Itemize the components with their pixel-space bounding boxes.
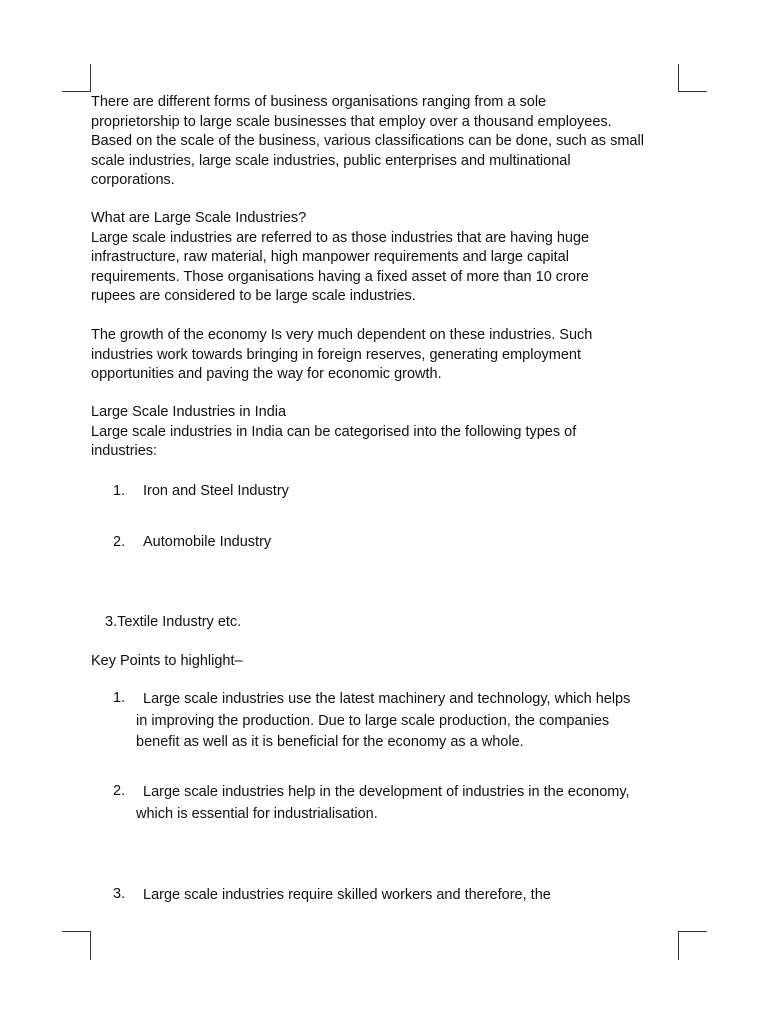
key-point-line: Large scale industries require skilled workers and therefore, the [143, 887, 551, 903]
key-point-text [136, 782, 676, 825]
crop-mark-top-left [62, 64, 91, 92]
key-points-heading: Key Points to highlight– [91, 653, 243, 669]
intro-line: proprietorship to large scale businesses that employ over a thousand employees. [91, 113, 612, 130]
definition-line: rupees are considered to be large scale industries. [91, 288, 416, 304]
definition-heading: What are Large Scale Industries? [91, 210, 307, 226]
india-section [91, 403, 681, 462]
list-number: 3. [113, 886, 126, 902]
key-point-text [136, 689, 676, 754]
key-point-text [136, 885, 676, 907]
growth-line: The growth of the economy Is very much dependent on these industries. Such [91, 327, 593, 343]
crop-mark-top-right [678, 64, 707, 92]
intro-paragraph [91, 93, 681, 191]
growth-line: opportunities and paving the way for economic growth. [91, 366, 442, 382]
key-point-line: in improving the production. Due to large scale production, the companies [136, 712, 610, 729]
crop-mark-bottom-right [678, 931, 707, 960]
list-text: Iron and Steel Industry [143, 483, 289, 499]
definition-section [91, 209, 681, 307]
list-text: Automobile Industry [143, 534, 272, 550]
growth-line: industries work towards bringing in foreign reserves, generating employment [91, 346, 582, 363]
list-number: 2. [113, 534, 126, 550]
intro-line: There are different forms of business organisations ranging from a sole [91, 94, 547, 110]
definition-line: Large scale industries are referred to as those industries that are having huge [91, 229, 590, 246]
list-number: 2. [113, 783, 126, 799]
crop-mark-bottom-left [62, 931, 91, 960]
key-point-line: Large scale industries help in the development of industries in the economy, [143, 784, 630, 800]
key-point-line: which is essential for industrialisation. [136, 805, 378, 822]
india-heading: Large Scale Industries in India [91, 404, 287, 420]
intro-line: corporations. [91, 172, 175, 188]
list-number: 1. [113, 483, 126, 499]
definition-line: requirements. Those organisations having a fixed asset of more than 10 crore [91, 268, 589, 285]
intro-line: Based on the scale of the business, various classifications can be done, such as small [91, 133, 644, 149]
industry-type-item [105, 613, 695, 633]
key-point-line: Large scale industries use the latest machinery and technology, which helps [143, 691, 631, 707]
india-line: industries: [91, 443, 158, 459]
list-number: 1. [113, 690, 126, 706]
definition-line: infrastructure, raw material, high manpower requirements and large capital [91, 249, 569, 265]
india-line: Large scale industries in India can be categorised into the following types of [91, 423, 577, 440]
list-text: 3.Textile Industry etc. [105, 614, 242, 630]
intro-line: scale industries, large scale industries, public enterprises and multinational [91, 152, 571, 169]
key-point-line: benefit as well as it is beneficial for the economy as a whole. [136, 734, 524, 750]
growth-paragraph [91, 326, 681, 385]
